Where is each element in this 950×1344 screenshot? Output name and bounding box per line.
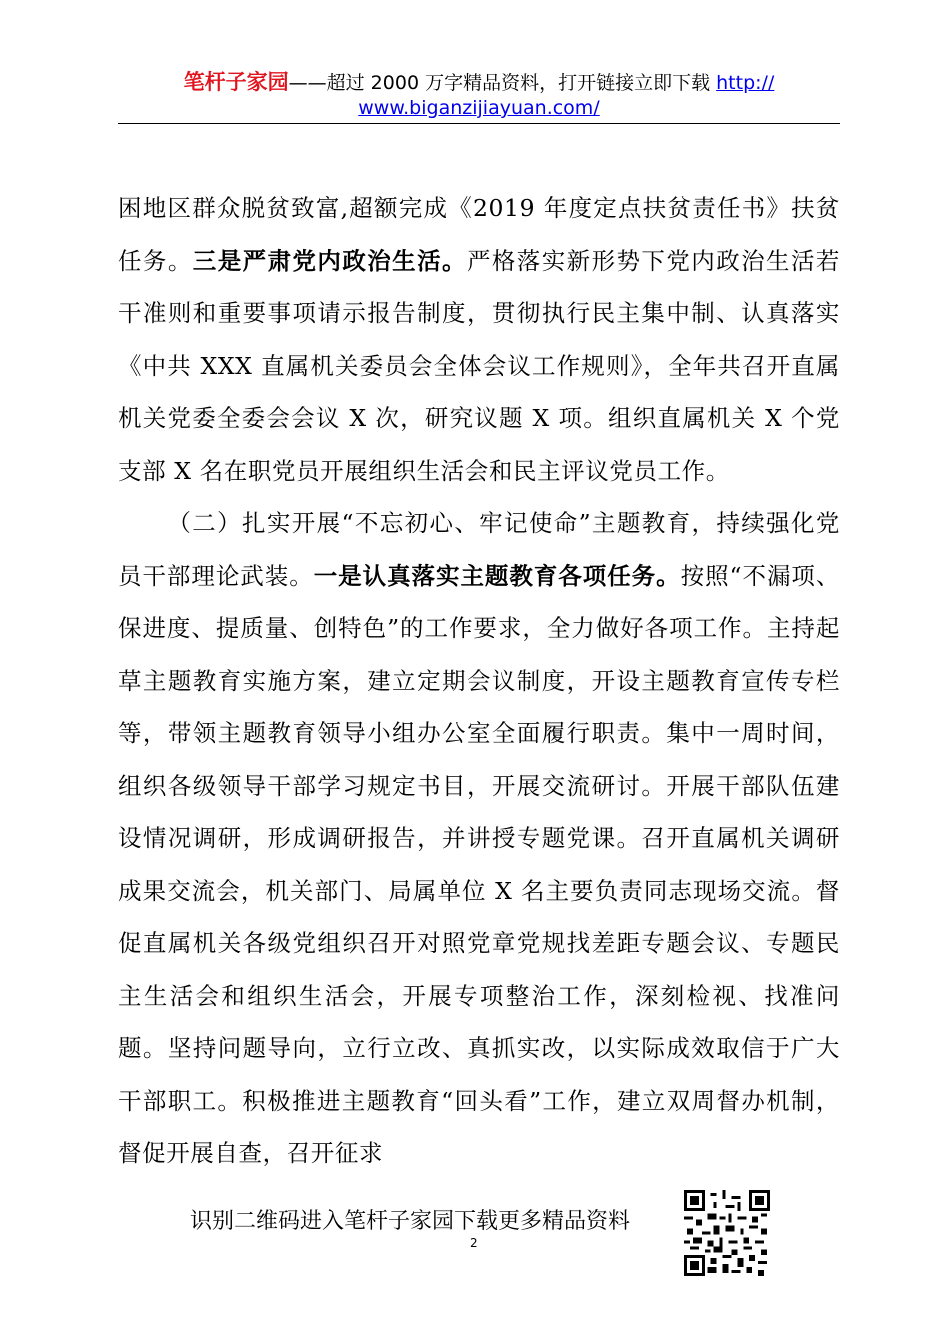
paragraph-2-text: 按照“不漏项、保进度、提质量、创特色”的工作要求，全力做好各项工作。主持起草主题教育实施方案，建立定期会议制度，开设主题教育宣传专栏等，带领主题教育领导小组办公室全面履行职责。集中一周时间，组织各级领导干部学习规定书目，开展交流研讨。开展干部队伍建设情况调研，形成调研报告，并讲授专题党课。召开直属机关调研成果交流会，机关部门、局属单位 X 名主要负责同志现场交流。督促直属机关各级党组织召开对照党章党规找差距专题会议、专题民主生活会和组织生活会，开展专项整治工作，深刻检视、找准问题。坚持问题导向，立行立改、真抓实改，以实际成效取信于广大干部职工。积极推进主题教育“回头看”工作，建立双周督办机制，督促开展自查，召开征求 — [118, 561, 840, 1167]
header-tagline: ——超过 2000 万字精品资料，打开链接立即下载 — [288, 72, 717, 94]
footer-note: 识别二维码进入笔杆子家园下载更多精品资料 — [189, 1209, 630, 1234]
page-number: 2 — [470, 1236, 478, 1250]
paragraph-1-text-a: 困地区群众脱贫致富,超额完成《2019 年度定点扶贫责任书》扶贫任务。 — [118, 194, 840, 275]
header-url-link-part1[interactable]: http:// — [716, 72, 775, 94]
qr-code-icon[interactable] — [684, 1190, 770, 1276]
paragraph-1-text-c: 严格落实新形势下党内政治生活若干准则和重要事项请示报告制度，贯彻执行民主集中制、认真落实《中共 XXX 直属机关委员会全体会议工作规则》，全年共召开直属机关党委全委会会议 X 次，研究议题 X 项。组织直属机关 X 个党支部 X 名在职党员开展组织生活会和民主评议党员工作。 — [118, 246, 840, 485]
brand-name: 笔杆子家园 — [183, 70, 289, 94]
paragraph-2-lead: （二）扎实开展“不忘初心、牢记使命”主题教育，持续强化党员干部理论武装。 — [118, 509, 840, 590]
header-url-link-part2[interactable]: www.biganzijiayuan.com/ — [358, 97, 600, 119]
paragraph-2-heading: 一是认真落实主题教育各项任务。 — [313, 561, 681, 590]
paragraph-1-heading: 三是严肃党内政治生活。 — [192, 246, 467, 275]
paragraph-2 — [118, 497, 840, 1180]
page-header — [118, 70, 840, 121]
header-divider — [118, 123, 840, 124]
document-body — [118, 182, 840, 1180]
paragraph-1 — [118, 182, 840, 497]
